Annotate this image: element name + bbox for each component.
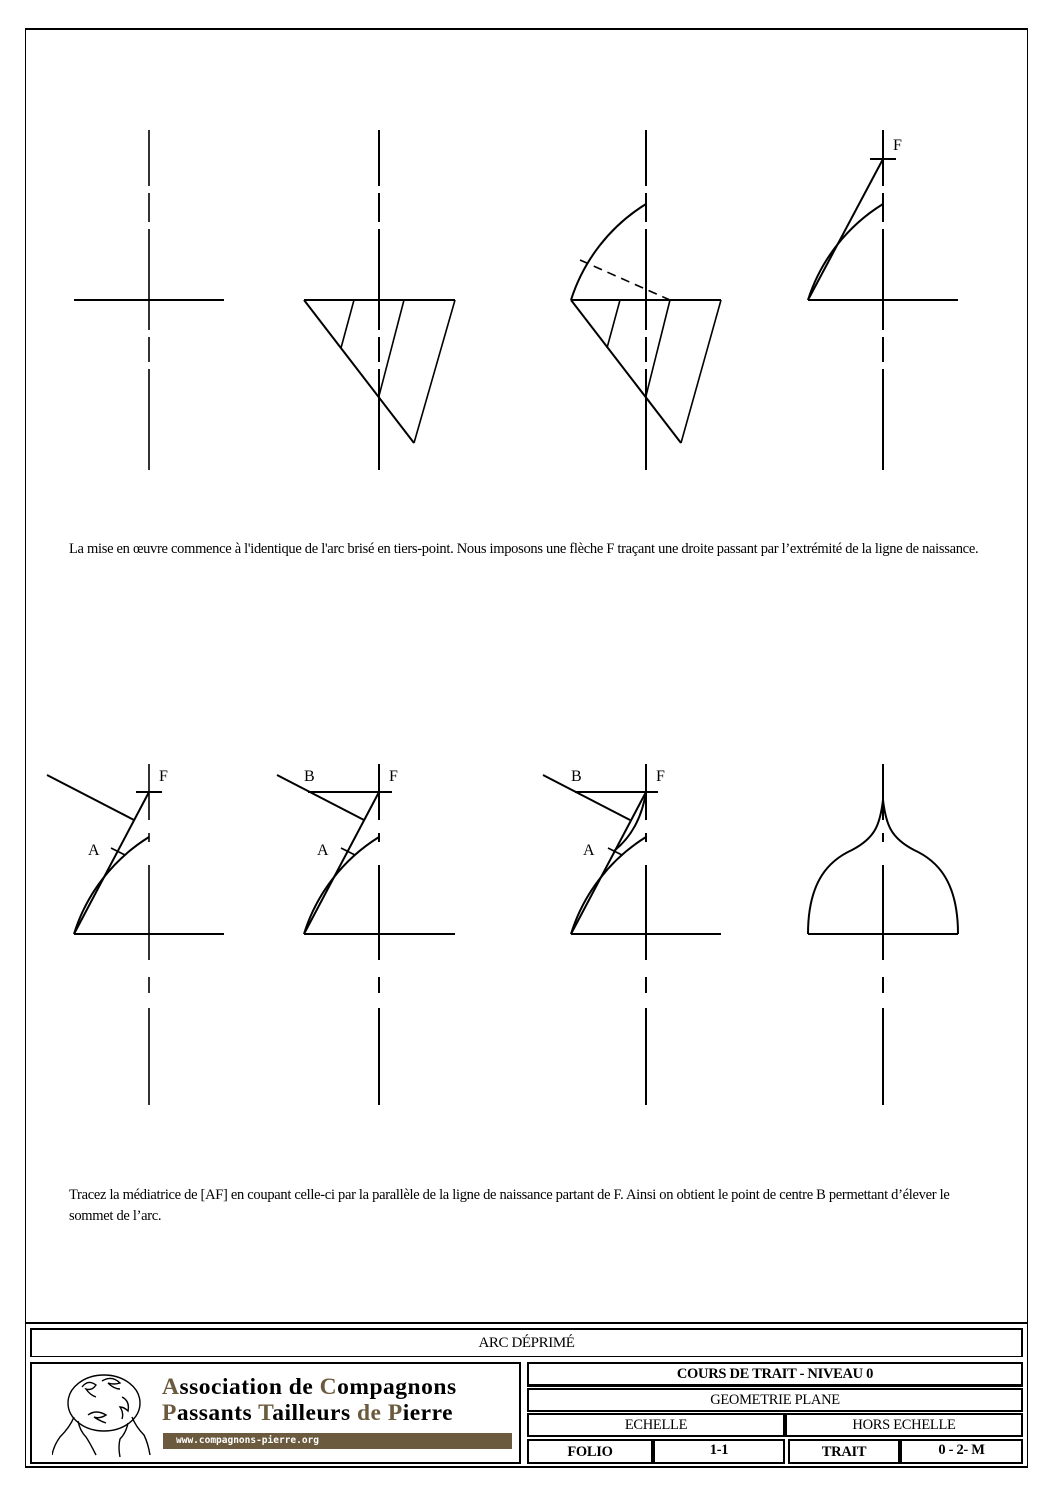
text-run: ompagnons (337, 1374, 457, 1400)
dashed-chord (580, 260, 670, 300)
scale-label-cell: ECHELLE (527, 1413, 785, 1437)
scale-value-cell: HORS ECHELLE (785, 1413, 1023, 1437)
parallel-line (341, 300, 354, 348)
drawing-title: ARC DÉPRIMÉ (30, 1328, 1023, 1357)
step-8-figure (808, 764, 958, 1105)
instruction-caption-2: Tracez la médiatrice de [AF] en coupant celle-ci par la parallèle de la ligne de naissance partant de F. Ainsi on obtient le point de centre B permettant d’élever le sommet de l’arc. (69, 1187, 950, 1224)
folio-label-cell: FOLIO (527, 1439, 653, 1464)
chord-AF (304, 792, 379, 934)
perpendicular-bisector (47, 775, 134, 820)
text-run: ierre (402, 1400, 454, 1426)
point-label-A: A (317, 842, 329, 859)
point-label-B: B (571, 768, 582, 785)
website-link[interactable]: www.compagnons-pierre.org (163, 1433, 512, 1449)
text-run: A (162, 1374, 180, 1400)
text-run: C (319, 1374, 338, 1400)
parallel-line (646, 300, 670, 396)
trait-value-cell: 0 - 2- M (900, 1439, 1023, 1464)
point-label-F: F (389, 768, 398, 785)
quarter-arc (571, 204, 646, 300)
step-7-figure (543, 764, 721, 1105)
instruction-caption-1: La mise en œuvre commence à l'identique de l'arc brisé en tiers-point. Nous imposons une flèche F traçant une droite passant par l’extrémité de la ligne de naissance. (69, 541, 979, 557)
step-1-figure (74, 130, 224, 470)
text-run: de (356, 1400, 382, 1426)
point-label-B: B (304, 768, 315, 785)
step-3-figure (571, 130, 721, 470)
text-run: ssociation de (179, 1374, 320, 1400)
text-run: P (387, 1400, 403, 1426)
point-label-F: F (159, 768, 168, 785)
quarter-arc (304, 837, 379, 934)
text-run: T (258, 1400, 273, 1426)
step-2-figure (304, 130, 455, 470)
title-block-divider (25, 1322, 1028, 1324)
step-5-figure (47, 764, 224, 1105)
folio-value-cell: 1-1 (653, 1439, 785, 1464)
construction-diagonal (304, 300, 414, 443)
quarter-arc (808, 204, 883, 300)
step-6-figure (277, 764, 455, 1105)
trait-label-cell: TRAIT (788, 1439, 900, 1464)
parallel-line (379, 300, 404, 396)
chord-to-F (808, 159, 883, 300)
perpendicular-bisector (277, 775, 364, 820)
perpendicular-bisector (543, 775, 630, 820)
text-run: assants (176, 1400, 259, 1426)
subject-cell: GEOMETRIE PLANE (527, 1388, 1023, 1412)
association-name-line-2 (162, 1400, 453, 1427)
chord-AF (74, 792, 149, 934)
text-run: P (162, 1400, 177, 1426)
quarter-arc (74, 837, 149, 934)
point-label-A: A (88, 842, 100, 859)
text-run: ailleurs (272, 1400, 357, 1426)
chord-AF (571, 792, 646, 934)
association-logo-panel (30, 1362, 521, 1464)
point-label-F: F (893, 137, 902, 154)
parallel-line (414, 300, 455, 443)
point-label-F: F (656, 768, 665, 785)
parallel-line (607, 300, 620, 348)
hands-holding-carved-stone-icon (52, 1367, 152, 1459)
association-name-line-1 (162, 1374, 457, 1401)
parallel-line (681, 300, 721, 443)
point-label-A: A (583, 842, 595, 859)
step-4-figure (808, 130, 958, 470)
course-level-cell: COURS DE TRAIT - NIVEAU 0 (527, 1362, 1023, 1387)
